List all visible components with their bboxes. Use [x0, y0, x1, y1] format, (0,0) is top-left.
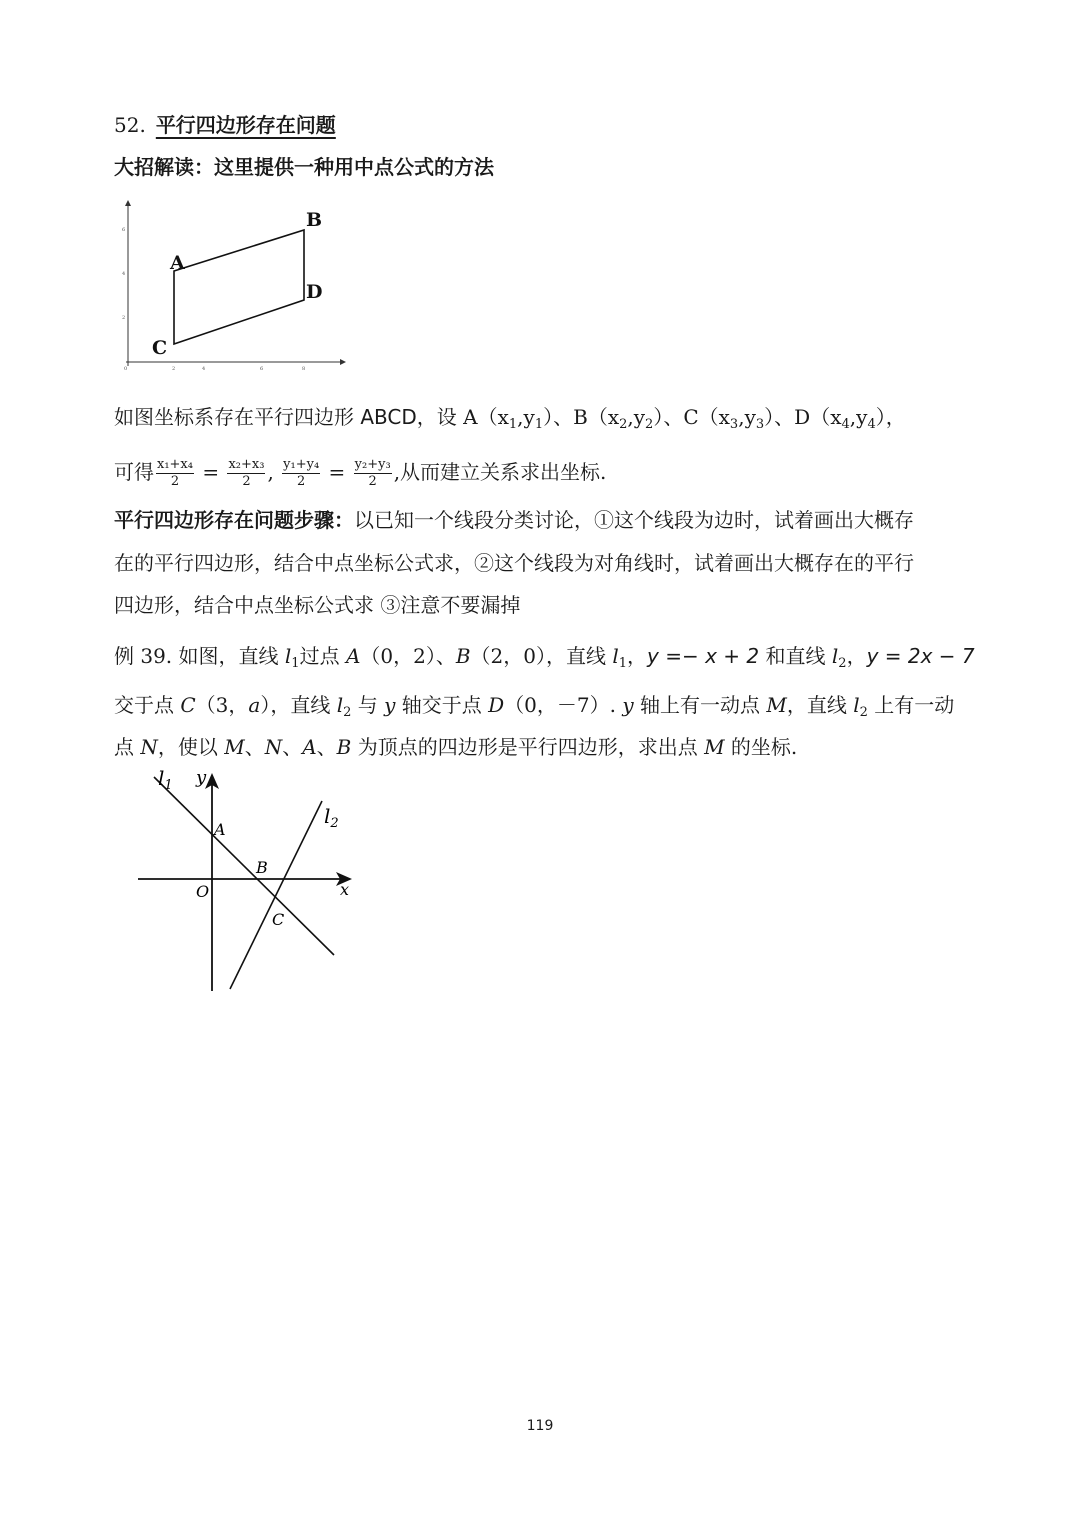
lines-figure	[130, 765, 370, 997]
para2-suffix: ,从而建立关系求出坐标.	[393, 460, 607, 484]
x-tick-4: 4	[202, 366, 206, 372]
parallelogram-abcd	[174, 230, 304, 344]
point-label-a: A	[170, 252, 185, 274]
point-d-coord: $D(x_4,y_4)$，	[794, 405, 906, 432]
para1-prefix: 如图坐标系存在平行四边形	[114, 405, 354, 429]
section-number: 52.	[114, 113, 146, 137]
line-l2	[230, 801, 322, 989]
label-b: B	[256, 858, 268, 877]
equation-l2: y = 2x − 7	[866, 644, 975, 668]
example-line-2: 交于点 C（3，a），直线 $l_2$ 与 y 轴交于点 D（0，－7）. y 轴上有一动点 M，直线 $l_2$ 上有一动	[114, 693, 955, 720]
fraction-1: $\frac{\text{x₁+x₄}}{2}$	[157, 457, 193, 489]
para1-shape: ABCD	[360, 405, 417, 429]
label-x: x	[340, 880, 350, 899]
paragraph-midpoint-formula: 可得 $\frac{\text{x₁+x₄}}{2}$ = $\frac{\text{x₂+x₃}}{2}$ , $\frac{\text{y₁+y₄}}{2}$ = $\frac{\text{y₂+y₃}}{2}$ ,从而建立关系求出坐标.	[114, 457, 607, 489]
y-tick-6: 6	[122, 227, 126, 233]
section-heading: 平行四边形存在问题	[155, 113, 336, 137]
label-y: y	[196, 767, 207, 788]
example-line-3: 点 N，使以 M、N、A、B 为顶点的四边形是平行四边形，求出点 M 的坐标.	[114, 735, 798, 759]
label-o: O	[196, 882, 210, 901]
steps-text-1: 以已知一个线段分类讨论，①这个线段为边时，试着画出大概存	[354, 508, 914, 532]
x-tick-6: 6	[260, 366, 264, 372]
para2-prefix: 可得	[114, 460, 154, 484]
x-tick-0: 0	[124, 366, 128, 372]
point-label-b: B	[306, 209, 323, 231]
page-number: 119	[526, 1418, 554, 1434]
y-axis-arrow	[125, 200, 131, 206]
label-c: C	[272, 910, 285, 929]
line-l1	[154, 777, 334, 955]
y-tick-4: 4	[122, 271, 126, 277]
intro-text: 这里提供一种用中点公式的方法	[214, 155, 494, 179]
steps-line-2: 在的平行四边形，结合中点坐标公式求，②这个线段为对角线时，试着画出大概存在的平行	[114, 551, 914, 575]
steps-line-1	[114, 505, 914, 535]
point-label-d: D	[306, 281, 323, 303]
x-tick-8: 8	[302, 366, 306, 372]
label-l1: $l_1$	[158, 766, 173, 793]
point-a-coord: $A(x_1,y_1)$、	[463, 405, 574, 432]
y-tick-2: 2	[122, 315, 126, 321]
label-a: A	[214, 820, 226, 839]
example-line-1: 例 39. 如图，直线 $l_1$过点 A（0，2）、B（2，0），直线 $l_1$，y =− x + 2 和直线 $l_2$，y = 2x − 7	[114, 644, 975, 671]
equation-l1: y =− x + 2	[647, 644, 760, 668]
intro-label: 大招解读：	[114, 155, 214, 179]
fraction-3: $\frac{\text{y₁+y₄}}{2}$	[283, 457, 320, 489]
steps-line-3: 四边形，结合中点坐标公式求 ③注意不要漏掉	[114, 593, 521, 617]
point-c-coord: $C(x_3,y_3)$、	[683, 405, 795, 432]
section-title	[114, 110, 336, 140]
para1-comma: ，设	[416, 405, 457, 429]
parallelogram-figure	[112, 196, 352, 376]
x-tick-2: 2	[172, 366, 176, 372]
intro-line	[114, 152, 494, 182]
paragraph-coordinates	[114, 402, 906, 440]
fraction-2: $\frac{\text{x₂+x₃}}{2}$	[228, 457, 265, 489]
point-label-c: C	[152, 337, 168, 359]
x-axis-arrow	[340, 359, 346, 365]
label-l2: $l_2$	[324, 804, 339, 831]
point-b-coord: $B(x_2,y_2)$、	[573, 405, 684, 432]
fraction-4: $\frac{\text{y₂+y₃}}{2}$	[354, 457, 391, 489]
steps-label: 平行四边形存在问题步骤：	[114, 508, 354, 532]
